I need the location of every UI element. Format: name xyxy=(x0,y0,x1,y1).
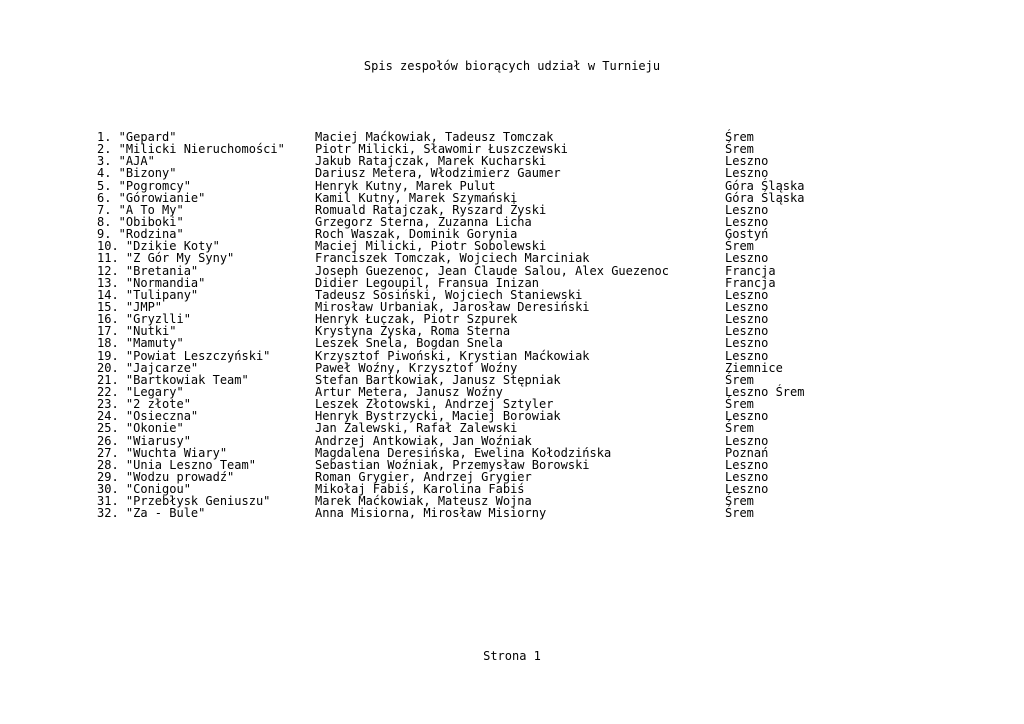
team-city: Francja xyxy=(725,263,776,278)
team-row xyxy=(97,265,937,277)
team-members: Piotr Milicki, Sławomir Łuszczewski xyxy=(315,142,568,157)
team-members: Maciej Maćkowiak, Tadeusz Tomczak xyxy=(315,130,554,144)
team-row xyxy=(97,350,937,362)
team-city: Góra Śląska xyxy=(725,190,805,205)
team-members: Mikołaj Fabiś, Karolina Fabiś xyxy=(315,482,525,497)
team-name: 12. "Bretania" xyxy=(97,263,199,278)
team-members: Dariusz Metera, Włodzimierz Gaumer xyxy=(315,166,561,181)
team-city: Leszno xyxy=(725,469,769,484)
team-city: Śrem xyxy=(725,421,754,436)
team-members: Joseph Guezenoc, Jean Claude Salou, Alex Guezenoc xyxy=(315,263,670,278)
team-name: 21. "Bartkowiak Team" xyxy=(97,372,249,387)
team-name: 4. "Bizony" xyxy=(97,166,177,181)
team-name: 16. "Gryzlli" xyxy=(97,312,191,327)
team-row xyxy=(97,313,937,325)
team-members: Paweł Woźny, Krzysztof Woźny xyxy=(315,360,518,375)
team-name: 10. "Dzikie Koty" xyxy=(97,239,220,254)
team-name: 18. "Mamuty" xyxy=(97,336,184,351)
team-row xyxy=(97,507,937,519)
team-row xyxy=(97,252,937,264)
team-row xyxy=(97,410,937,422)
team-name: 6. "Górowianie" xyxy=(97,190,206,205)
team-members: Sebastian Woźniak, Przemysław Borowski xyxy=(315,457,590,472)
team-members: Henryk Łuczak, Piotr Szpurek xyxy=(315,312,518,327)
team-members: Roch Waszak, Dominik Gorynia xyxy=(315,227,518,242)
team-name: 1. "Gepard" xyxy=(97,130,177,144)
team-city: Leszno xyxy=(725,348,769,363)
team-row xyxy=(97,447,937,459)
team-members: Leszek Snela, Bogdan Snela xyxy=(315,336,503,351)
team-members: Krystyna Żyska, Roma Sterna xyxy=(315,324,511,339)
team-row xyxy=(97,374,937,386)
team-members: Romuald Ratajczak, Ryszard Żyski xyxy=(315,202,547,217)
team-city: Leszno xyxy=(725,482,769,497)
team-city: Leszno xyxy=(725,457,769,472)
team-members: Krzysztof Piwoński, Krystian Maćkowiak xyxy=(315,348,590,363)
team-city: Śrem xyxy=(725,239,754,254)
team-name: 31. "Przebłysk Geniuszu" xyxy=(97,494,271,509)
team-city: Ziemnice xyxy=(725,360,783,375)
team-members: Roman Grygier, Andrzej Grygier xyxy=(315,469,532,484)
team-city: Leszno xyxy=(725,409,769,424)
team-members: Didier Legoupil, Fransua Inizan xyxy=(315,275,539,290)
page-title: Spis zespołów biorących udział w Turnieju xyxy=(363,59,661,73)
team-name: 17. "Nutki" xyxy=(97,324,177,339)
team-members: Mirosław Urbaniak, Jarosław Deresiński xyxy=(315,299,590,314)
team-name: 26. "Wiarusy" xyxy=(97,433,191,448)
team-members: Marek Maćkowiak, Mateusz Wojna xyxy=(315,494,532,509)
team-name: 14. "Tulipany" xyxy=(97,287,199,302)
team-members: Franciszek Tomczak, Wojciech Marciniak xyxy=(315,251,590,266)
team-row xyxy=(97,167,937,179)
team-name: 28. "Unia Leszno Team" xyxy=(97,457,256,472)
team-city: Leszno xyxy=(725,166,769,181)
team-row xyxy=(97,180,937,192)
team-members: Magdalena Deresińska, Ewelina Kołodzińska xyxy=(315,445,612,460)
team-row xyxy=(97,422,937,434)
team-city: Gostyń xyxy=(725,227,769,242)
team-members: Leszek Złotowski, Andrzej Sztyler xyxy=(315,397,554,412)
team-row xyxy=(97,337,937,349)
team-city: Leszno xyxy=(725,299,769,314)
team-name: 7. "A To My" xyxy=(97,202,184,217)
team-name: 8. "Obiboki" xyxy=(97,214,184,229)
team-members: Tadeusz Sosiński, Wojciech Staniewski xyxy=(315,287,583,302)
team-members: Artur Metera, Janusz Woźny xyxy=(315,384,503,399)
team-city: Leszno xyxy=(725,251,769,266)
team-city: Leszno xyxy=(725,202,769,217)
team-city: Leszno xyxy=(725,312,769,327)
team-city: Leszno xyxy=(725,324,769,339)
team-city: Leszno xyxy=(725,287,769,302)
team-name: 20. "Jajcarze" xyxy=(97,360,199,375)
team-row xyxy=(97,301,937,313)
team-city: Leszno xyxy=(725,336,769,351)
team-city: Śrem xyxy=(725,506,754,521)
team-city: Leszno xyxy=(725,433,769,448)
team-name: 13. "Normandia" xyxy=(97,275,206,290)
team-members: Jan Zalewski, Rafał Zalewski xyxy=(315,421,518,436)
page-footer: Strona 1 xyxy=(483,649,541,663)
team-row xyxy=(97,435,937,447)
team-members: Jakub Ratajczak, Marek Kucharski xyxy=(315,154,547,169)
team-name: 24. "Osieczna" xyxy=(97,409,199,424)
team-name: 23. "2 złote" xyxy=(97,397,191,412)
team-city: Śrem xyxy=(725,130,754,144)
team-name: 19. "Powiat Leszczyński" xyxy=(97,348,271,363)
team-members: Maciej Milicki, Piotr Sobolewski xyxy=(315,239,547,254)
team-row xyxy=(97,216,937,228)
team-city: Śrem xyxy=(725,372,754,387)
team-city: Góra Śląska xyxy=(725,178,805,193)
team-city: Poznań xyxy=(725,445,769,460)
team-name: 5. "Pogromcy" xyxy=(97,178,191,193)
team-members: Henryk Bystrzycki, Maciej Borowiak xyxy=(315,409,561,424)
team-name: 25. "Okonie" xyxy=(97,421,184,436)
team-members: Kamil Kutny, Marek Szymański xyxy=(315,190,518,205)
team-city: Leszno xyxy=(725,154,769,169)
team-city: Śrem xyxy=(725,142,754,157)
team-name: 30. "Conigou" xyxy=(97,482,191,497)
team-city: Leszno xyxy=(725,214,769,229)
team-members: Stefan Bartkowiak, Janusz Stępniak xyxy=(315,372,561,387)
team-row xyxy=(97,325,937,337)
team-name: 29. "Wodzu prowadź" xyxy=(97,469,235,484)
team-members: Henryk Kutny, Marek Pulut xyxy=(315,178,496,193)
team-city: Francja xyxy=(725,275,776,290)
team-city: Leszno Śrem xyxy=(725,384,805,399)
team-name: 3. "AJA" xyxy=(97,154,155,169)
team-name: 2. "Milicki Nieruchomości" xyxy=(97,142,285,157)
team-city: Śrem xyxy=(725,494,754,509)
team-list xyxy=(97,131,937,520)
team-name: 27. "Wuchta Wiary" xyxy=(97,445,228,460)
team-members: Anna Misiorna, Mirosław Misiorny xyxy=(315,506,547,521)
team-city: Śrem xyxy=(725,397,754,412)
team-name: 15. "JMP" xyxy=(97,299,163,314)
team-members: Andrzej Antkowiak, Jan Woźniak xyxy=(315,433,532,448)
team-name: 32. "Za - Bule" xyxy=(97,506,206,521)
team-name: 9. "Rodzina" xyxy=(97,227,184,242)
team-name: 22. "Legary" xyxy=(97,384,184,399)
team-row xyxy=(97,362,937,374)
team-members: Grzegorz Sterna, Zuzanna Licha xyxy=(315,214,532,229)
team-name: 11. "Z Gór My Syny" xyxy=(97,251,235,266)
team-row xyxy=(97,277,937,289)
